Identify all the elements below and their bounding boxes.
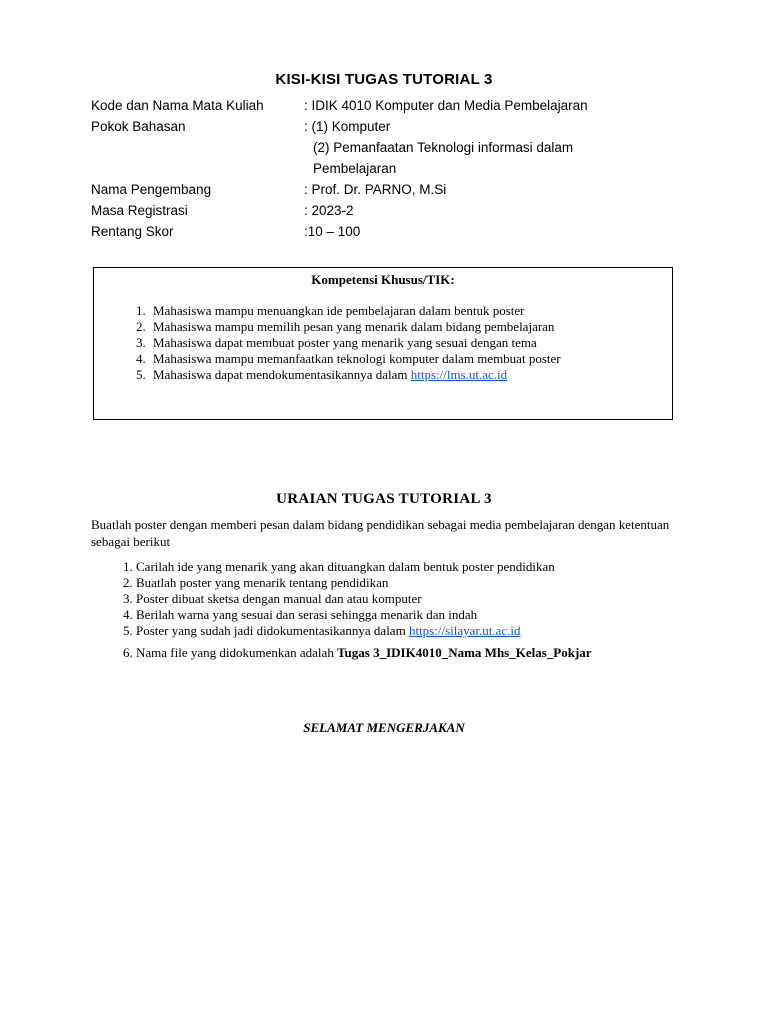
topic-line-3: Pembelajaran <box>313 161 397 176</box>
competency-box <box>93 267 673 420</box>
list-item: 1. Carilah ide yang menarik yang akan dituangkan dalam bentuk poster pendidikan <box>136 559 592 575</box>
registration-label: Masa Registrasi <box>91 203 188 218</box>
topic-value: : (1) Komputer <box>304 119 391 134</box>
score-label: Rentang Skor <box>91 224 174 239</box>
developer-value: : Prof. Dr. PARNO, M.Si <box>304 182 447 197</box>
list-item: 4. Mahasiswa mampu memanfaatkan teknologi komputer dalam membuat poster <box>149 351 672 367</box>
developer-label: Nama Pengembang <box>91 182 212 197</box>
closing-text: SELAMAT MENGERJAKAN <box>303 720 465 735</box>
silayar-link[interactable]: https://silayar.ut.ac.id <box>408 623 521 638</box>
course-label: Kode dan Nama Mata Kuliah <box>91 98 264 113</box>
competency-heading: Kompetensi Khusus/TIK: <box>311 272 455 287</box>
info-row-course <box>91 95 588 116</box>
task-list <box>91 559 592 661</box>
list-item: 6. Nama file yang didokumenkan adalah Tugas 3_IDIK4010_Nama Mhs_Kelas_Pokjar <box>136 645 592 661</box>
topic-line-2: (2) Pemanfaatan Teknologi informasi dalam <box>313 140 574 155</box>
list-item: 1. Mahasiswa mampu menuangkan ide pembelajaran dalam bentuk poster <box>149 303 672 319</box>
list-item: 2. Buatlah poster yang menarik tentang pendidikan <box>136 575 592 591</box>
task-title: URAIAN TUGAS TUTORIAL 3 <box>276 491 492 507</box>
list-item: 3. Poster dibuat sketsa dengan manual dan atau komputer <box>136 591 592 607</box>
info-row-topic <box>91 116 588 137</box>
list-item: 2. Mahasiswa mampu memilih pesan yang menarik dalam bidang pembelajaran <box>149 319 672 335</box>
topic-label: Pokok Bahasan <box>91 119 186 134</box>
document-title: KISI-KISI TUGAS TUTORIAL 3 <box>275 71 493 88</box>
task-intro: Buatlah poster dengan memberi pesan dalam bidang pendidikan sebagai media pembelajaran dengan ketentuan sebagai berikut <box>91 517 670 549</box>
course-value: : IDIK 4010 Komputer dan Media Pembelajaran <box>304 98 588 113</box>
registration-value: : 2023-2 <box>304 203 354 218</box>
list-item: 3. Mahasiswa dapat membuat poster yang menarik yang sesuai dengan tema <box>149 335 672 351</box>
file-name-format: Tugas 3_IDIK4010_Nama Mhs_Kelas_Pokjar <box>337 645 592 660</box>
list-item: 4. Berilah warna yang sesuai dan serasi sehingga menarik dan indah <box>136 607 592 623</box>
score-value: :10 – 100 <box>304 224 361 239</box>
list-item: 5. Mahasiswa dapat mendokumentasikannya dalam https://lms.ut.ac.id <box>149 367 672 383</box>
course-info <box>91 95 588 242</box>
competency-list <box>94 303 672 383</box>
info-row-score <box>91 221 588 242</box>
info-row-registration <box>91 200 588 221</box>
list-item: 5. Poster yang sudah jadi didokumentasikannya dalam https://silayar.ut.ac.id <box>136 623 592 639</box>
lms-link[interactable]: https://lms.ut.ac.id <box>410 367 508 382</box>
info-row-developer <box>91 179 588 200</box>
